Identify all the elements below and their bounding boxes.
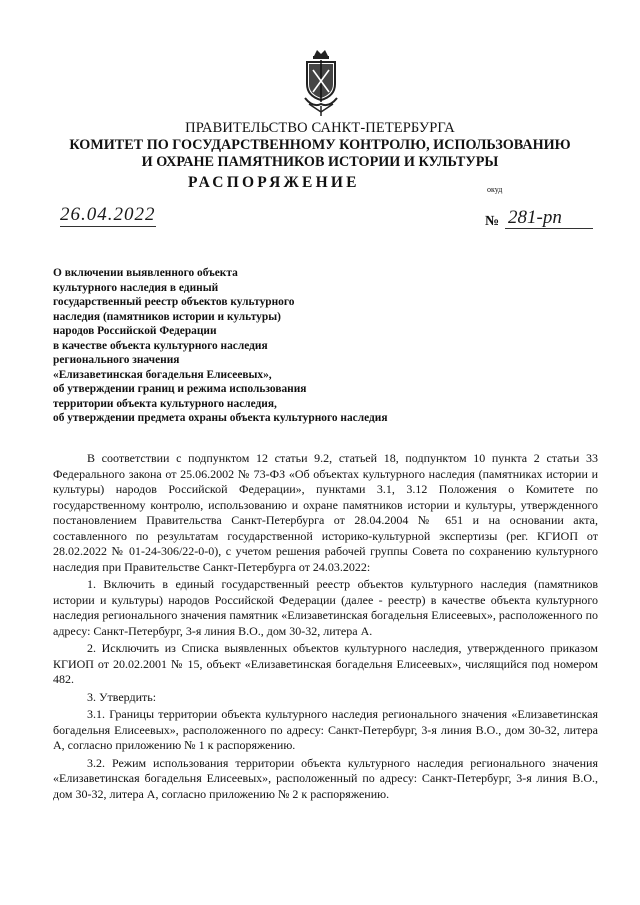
document-type: РАСПОРЯЖЕНИЕ	[188, 174, 360, 191]
number-underline	[505, 228, 593, 229]
item-2-paragraph: 2. Исключить из Списка выявленных объектов культурного наследия, утвержденного приказом КГИОП от 20.02.2001 № 15, объект «Елизаветинская богадельня Елисеевых», числящийся под номером 482.	[53, 641, 598, 686]
subject-line: наследия (памятников истории и культуры)	[53, 310, 281, 323]
subject-line: культурного наследия в единый	[53, 281, 219, 294]
preamble-paragraph: В соответствии с подпунктом 12 статьи 9.2, статьей 18, подпунктом 10 пункта 2 статьи 33 Федерального закона от 25.06.2002 № 73-ФЗ «Об объектах культурного наследия (памятниках истории и культуры) народов Российской Федерации», пунктами 3.1, 3.12 Положения о Комитете по государственному контролю, использованию и охране памятников истории и культуры, утвержденного постановлением Правительства Санкт-Петербурга от 28.04.2004 № 651 и на основании акта, составленного по результатам государственной историко-культурной экспертизы (рег. КГИОП от 28.02.2022 № 01-24-306/22-0-0), с учетом решения рабочей группы Совета по сохранению культурного наследия при Правительстве Санкт-Петербурга от 24.03.2022:	[53, 451, 598, 574]
item-3-1-paragraph: 3.1. Границы территории объекта культурного наследия регионального значения «Елизаветинская богадельня Елисеевых», расположенного по адресу: Санкт-Петербург, 3-я линия В.О., дом 30-32, литера А, согласно приложению № 1 к распоряжению.	[53, 707, 598, 752]
coat-of-arms-emblem	[299, 48, 343, 118]
order-body	[53, 451, 598, 802]
committee-title-line1: КОМИТЕТ ПО ГОСУДАРСТВЕННОМУ КОНТРОЛЮ, ИСПОЛЬЗОВАНИЮ	[69, 137, 571, 153]
subject-line: народов Российской Федерации	[53, 325, 217, 337]
handwritten-number: 281-рп	[508, 207, 562, 228]
handwritten-date: 26.04.2022	[60, 204, 156, 225]
order-subject	[53, 266, 387, 426]
item-3-2-paragraph: 3.2. Режим использования территории объекта культурного наследия регионального значения «Елизаветинская богадельня Елисеевых», расположенный по адресу: Санкт-Петербург, 3-я линия В.О., дом 30-32, литера А, согласно приложению № 2 к распоряжению.	[53, 755, 598, 801]
subject-line: территории объекта культурного наследия,	[53, 397, 277, 410]
okud-label: окуд	[487, 185, 503, 194]
committee-title-line2: И ОХРАНЕ ПАМЯТНИКОВ ИСТОРИИ И КУЛЬТУРЫ	[141, 154, 499, 170]
government-title: ПРАВИТЕЛЬСТВО САНКТ-ПЕТЕРБУРГА	[185, 120, 455, 136]
subject-line: регионального значения	[53, 354, 180, 366]
item-3-paragraph: 3. Утвердить:	[87, 689, 157, 704]
subject-line: О включении выявленного объекта	[53, 267, 238, 279]
committee-title	[0, 137, 640, 171]
subject-line: в качестве объекта культурного наследия	[53, 339, 268, 352]
date-underline	[60, 226, 156, 227]
number-label: №	[485, 214, 500, 229]
subject-line: «Елизаветинская богадельня Елисеевых»,	[53, 368, 272, 381]
item-1-paragraph: 1. Включить в единый государственный реестр объектов культурного наследия (памятников истории и культуры) народов Российской Федерации (далее - реестр) в качестве объекта культурного наследия регионального значения памятник «Елизаветинская богадельня Елисеевых», расположенного по адресу: Санкт-Петербург, 3-я линия В.О., дом 30-32, литера А.	[53, 577, 598, 638]
subject-line: государственный реестр объектов культурного	[53, 296, 295, 308]
subject-line: об утверждении предмета охраны объекта культурного наследия	[53, 412, 388, 424]
subject-line: об утверждении границ и режима использования	[53, 383, 307, 395]
